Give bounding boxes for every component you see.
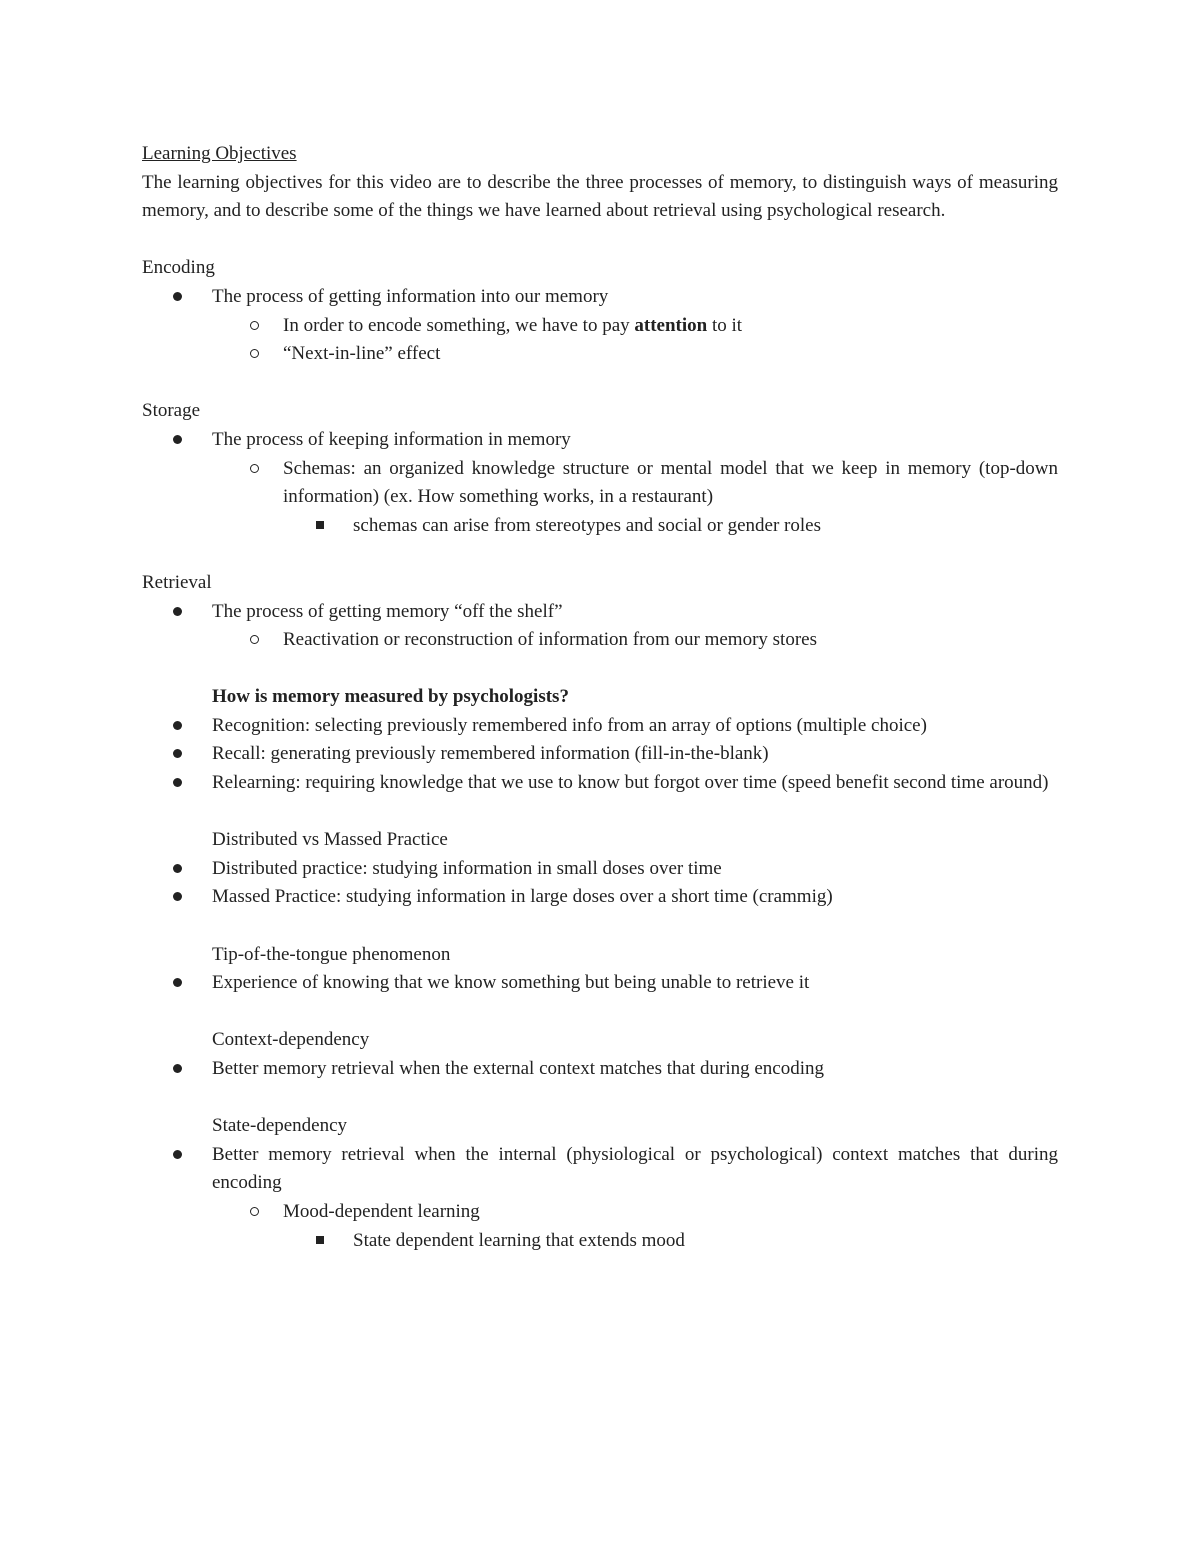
list-item: “Next-in-line” effect [142,340,1058,369]
list-item: The process of getting information into our memory [142,283,1058,312]
list-item: Recognition: selecting previously remembered info from an array of options (multiple choice) [142,712,1058,741]
bullet-disc-icon [173,769,182,798]
bullet-circle-icon [250,312,259,341]
bullet-disc-icon [173,1141,182,1170]
bullet-circle-icon [250,626,259,655]
bullet-disc-icon [173,426,182,455]
section-heading-context-dependency: Context-dependency [212,1029,370,1051]
list-item: In order to encode something, we have to pay attention to it [142,312,1058,341]
bullet-disc-icon [173,712,182,741]
bullet-disc-icon [173,1055,182,1084]
section-heading-encoding: Encoding [142,257,215,279]
list-item: Relearning: requiring knowledge that we use to know but forgot over time (speed benefit second time around) [142,769,1058,798]
bullet-square-icon [316,512,324,541]
list-item: Massed Practice: studying information in large doses over a short time (crammig) [142,883,1058,912]
list-item: Recall: generating previously remembered information (fill-in-the-blank) [142,740,1058,769]
bullet-disc-icon [173,740,182,769]
list-item: The process of keeping information in memory [142,426,1058,455]
bullet-disc-icon [173,283,182,312]
list-item: Reactivation or reconstruction of information from our memory stores [142,626,1058,655]
section-heading-storage: Storage [142,400,201,422]
section-heading-memory-measured: How is memory measured by psychologists? [212,686,569,708]
bullet-disc-icon [173,969,182,998]
list-item: Better memory retrieval when the internal (physiological or psychological) context matches that during encoding [142,1141,1058,1198]
list-item: Mood-dependent learning [142,1198,1058,1227]
list-item: schemas can arise from stereotypes and social or gender roles [142,512,1058,541]
section-heading-learning-objectives: Learning Objectives [142,143,297,164]
learning-objectives-paragraph: The learning objectives for this video are to describe the three processes of memory, to distinguish ways of measuring memory, and to describe some of the things we have learned about retrieval using psychological research. [142,171,1058,222]
bullet-circle-icon [250,1198,259,1227]
section-heading-retrieval: Retrieval [142,571,212,593]
list-item: Better memory retrieval when the external context matches that during encoding [142,1055,1058,1084]
bullet-disc-icon [173,598,182,627]
bullet-disc-icon [173,855,182,884]
section-heading-tip-of-the-tongue: Tip-of-the-tongue phenomenon [212,943,451,965]
list-item: Schemas: an organized knowledge structure or mental model that we keep in memory (top-down information) (ex. How something works, in a restaurant) [142,455,1058,512]
bullet-circle-icon [250,455,259,484]
bullet-disc-icon [173,883,182,912]
bullet-square-icon [316,1227,324,1256]
document-page [142,140,1058,1255]
list-item: The process of getting memory “off the shelf” [142,598,1058,627]
list-item: Experience of knowing that we know something but being unable to retrieve it [142,969,1058,998]
bold-term: attention [634,314,708,336]
bullet-circle-icon [250,340,259,369]
list-item: Distributed practice: studying information in small doses over time [142,855,1058,884]
section-heading-state-dependency: State-dependency [212,1115,348,1137]
section-heading-distributed-vs-massed: Distributed vs Massed Practice [212,829,448,851]
list-item: State dependent learning that extends mood [142,1227,1058,1256]
